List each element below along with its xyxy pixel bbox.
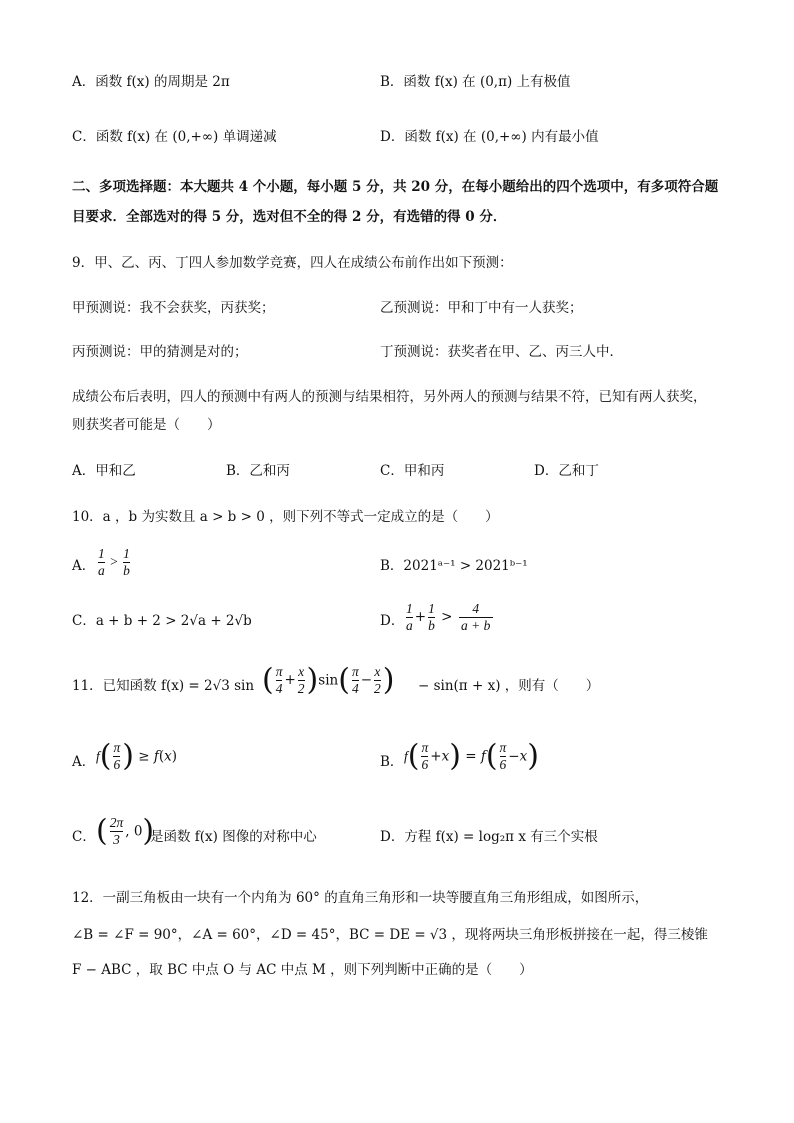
q11-stem-prefix: 11．已知函数 f(x) = 2√3 sin [72, 678, 255, 694]
q8-option-b: B．函数 f(x) 在 (0,π) 上有极值 [380, 74, 571, 90]
q11-option-b-label: B． [380, 754, 404, 770]
q9-prediction-yi: 乙预测说：甲和丁中有一人获奖； [380, 300, 583, 316]
section2-heading-line2: 目要求．全部选对的得 5 分，选对但不全的得 2 分，有选错的得 0 分． [72, 209, 507, 225]
section2-heading-line1: 二、多项选择题：本大题共 4 个小题，每小题 5 分，共 20 分，在每小题给出的四个选项中，有多项符合题 [72, 179, 719, 195]
q8-option-c: C．函数 f(x) 在 (0,+∞) 单调递减 [72, 129, 277, 145]
q9-prediction-ding: 丁预测说：获奖者在甲、乙、丙三人中． [380, 344, 623, 360]
q12-line1: 12．一副三角板由一块有一个内角为 60° 的直角三角形和一块等腰直角三角形组成，如图所示， [72, 890, 649, 906]
q11-option-c-label: C． [72, 829, 96, 845]
q11-option-a-expr: f( $\frac{\pi}{6}$ ) ≥ f(x) [96, 738, 178, 774]
fraction-1-over-b: $\frac{1}{b}$ [123, 546, 130, 578]
q9-condition-line2: 则获奖者可能是（ ） [72, 417, 221, 433]
q9-condition-line1: 成绩公布后表明，四人的预测中有两人的预测与结果相符，另外两人的预测与结果不符，已知有两人获奖， [72, 389, 707, 405]
q11-stem-suffix: − sin(π + x) ，则有（ ） [418, 678, 600, 694]
q10-option-a-label: A． [72, 558, 96, 574]
q10-option-d-expr: $\frac{1}{a}$ + $\frac{1}{b}$ > $\frac{4}{a + b}$ [404, 601, 495, 634]
q11-option-a-label: A． [72, 754, 96, 770]
q11-stem-args: ( $\frac{\pi}{4}$ + $\frac{x}{2}$ )sin( $\frac{\pi}{4}$ − $\frac{x}{2}$ ) [262, 662, 395, 698]
q11-option-c-suffix: 是函数 f(x) 图像的对称中心 [150, 829, 317, 845]
q9-prediction-jia: 甲预测说：我不会获奖，丙获奖； [72, 300, 275, 316]
q10-option-a-expr: $\frac{1}{a}$ > $\frac{1}{b}$ [98, 546, 130, 578]
q9-option-d: D．乙和丁 [534, 463, 599, 479]
q10-stem: 10．a ，b 为实数且 a > b > 0 ，则下列不等式一定成立的是（ ） [72, 509, 499, 525]
q12-line3: F − ABC ，取 BC 中点 O 与 AC 中点 M ，则下列判断中正确的是（ ） [72, 962, 533, 978]
q9-option-a: A．甲和乙 [72, 463, 136, 479]
fraction-1-over-a: $\frac{1}{a}$ [98, 546, 105, 578]
q9-option-c: C．甲和丙 [380, 463, 445, 479]
q11-option-b-expr: f( $\frac{\pi}{6}$ +x) = f( $\frac{\pi}{6}$ −x) [404, 738, 539, 774]
q11-option-c-point: ( $\frac{2\pi}{3}$ , 0) [96, 813, 155, 849]
q11-option-d: D．方程 f(x) = log₂π x 有三个实根 [380, 829, 598, 845]
q12-line2: ∠B = ∠F = 90°，∠A = 60°，∠D = 45°，BC = DE = √3 ，现将两块三角形板拼接在一起，得三棱锥 [72, 927, 708, 943]
q9-prediction-bing: 丙预测说：甲的猜测是对的； [72, 344, 248, 360]
q9-stem: 9．甲、乙、丙、丁四人参加数学竞赛，四人在成绩公布前作出如下预测： [72, 255, 513, 271]
q8-option-a: A．函数 f(x) 的周期是 2π [72, 74, 230, 90]
q10-option-c: C．a + b + 2 > 2√a + 2√b [72, 613, 252, 629]
q9-option-b: B．乙和丙 [226, 463, 290, 479]
q8-option-d: D．函数 f(x) 在 (0,+∞) 内有最小值 [380, 129, 599, 145]
q10-option-d-label: D． [380, 613, 405, 629]
q10-option-b: B．2021ᵃ⁻¹ > 2021ᵇ⁻¹ [380, 558, 528, 574]
